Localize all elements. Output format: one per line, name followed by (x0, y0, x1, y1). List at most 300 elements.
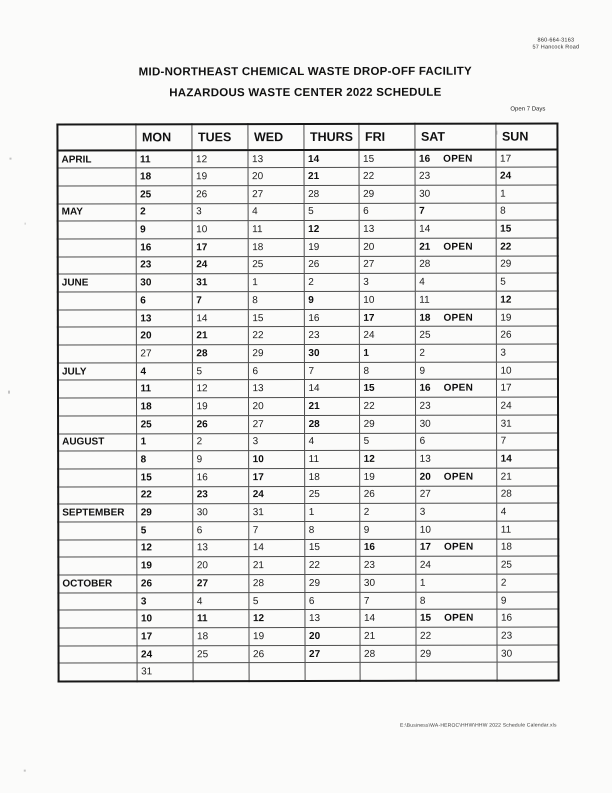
date-number: 19 (363, 471, 375, 483)
date-cell (192, 309, 248, 327)
date-number: 27 (196, 578, 209, 590)
date-cell (248, 309, 304, 327)
date-cell (304, 433, 359, 451)
date-cell-open (415, 238, 496, 256)
month-label (58, 398, 136, 416)
date-number: 30 (196, 507, 208, 519)
date-cell (136, 327, 192, 345)
date-cell (359, 167, 415, 185)
date-cell (496, 397, 558, 415)
date-cell (304, 574, 359, 592)
date-number: 29 (500, 259, 512, 271)
date-number: 20 (140, 330, 152, 342)
open-label: OPEN (444, 612, 474, 624)
date-number: 18 (252, 241, 264, 253)
date-number: 31 (141, 666, 153, 678)
date-number: 2 (196, 436, 203, 448)
date-cell (359, 574, 415, 592)
date-cell (192, 610, 248, 628)
date-number: 4 (500, 506, 507, 518)
date-cell (496, 203, 558, 221)
date-cell (415, 344, 496, 362)
schedule-row (58, 503, 558, 522)
date-cell (496, 574, 558, 592)
date-cell (358, 150, 414, 168)
date-number: 25 (197, 648, 209, 660)
date-number: 13 (251, 153, 264, 165)
date-cell (359, 415, 415, 433)
date-cell (497, 645, 559, 663)
date-cell (359, 185, 415, 203)
date-cell (305, 645, 360, 663)
month-label (58, 168, 136, 186)
month-label: AUGUST (58, 433, 136, 451)
date-cell (248, 345, 304, 363)
date-number: 4 (419, 276, 425, 288)
date-number: 26 (363, 489, 375, 501)
date-cell (192, 592, 248, 610)
date-cell (248, 451, 304, 469)
date-number: 17 (419, 542, 431, 554)
date-number: 28 (308, 418, 320, 430)
date-cell (136, 539, 192, 557)
month-label (58, 610, 136, 628)
schedule-row (58, 273, 558, 292)
date-cell (415, 326, 496, 344)
date-number: 8 (363, 365, 370, 377)
schedule-row (58, 326, 558, 345)
date-cell (304, 185, 359, 203)
date-number: 27 (363, 259, 375, 271)
month-label (58, 539, 136, 557)
schedule-row (58, 432, 558, 451)
date-number: 6 (363, 206, 369, 218)
date-cell (496, 450, 558, 468)
date-number: 5 (363, 436, 370, 448)
date-cell (135, 150, 191, 168)
date-cell (496, 167, 558, 185)
page-title (0, 61, 611, 104)
date-number: 30 (308, 347, 320, 359)
date-number: 11 (140, 383, 152, 395)
date-cell (304, 327, 359, 345)
date-number: 21 (308, 171, 320, 183)
date-number: 15 (363, 383, 375, 395)
column-header-thurs: THURS (303, 124, 358, 150)
date-cell (359, 256, 415, 274)
date-number: 23 (308, 330, 320, 342)
date-cell (192, 221, 248, 239)
date-number: 26 (500, 329, 512, 341)
date-cell (359, 238, 415, 256)
date-cell (304, 504, 359, 522)
schedule-row (58, 574, 558, 593)
date-cell (359, 380, 415, 398)
schedule-row (58, 450, 558, 469)
date-number: 7 (196, 295, 202, 307)
date-cell (192, 185, 248, 203)
date-number: 31 (252, 507, 264, 519)
date-number: 18 (419, 312, 431, 324)
month-label (58, 345, 136, 363)
date-cell (136, 380, 192, 398)
date-number: 31 (500, 418, 512, 430)
date-cell (192, 168, 248, 186)
date-cell (496, 539, 558, 557)
date-number: 29 (420, 648, 432, 660)
date-cell (359, 521, 415, 539)
month-label (58, 522, 136, 540)
date-cell (248, 486, 304, 504)
date-cell (192, 274, 248, 292)
column-header-month (57, 124, 135, 150)
date-cell (359, 627, 415, 645)
date-cell (496, 185, 558, 203)
date-cell (415, 574, 496, 592)
date-cell (192, 628, 248, 646)
date-number: 31 (196, 277, 208, 289)
date-number: 14 (196, 312, 208, 324)
date-number: 29 (363, 418, 375, 430)
date-cell (136, 504, 192, 522)
schedule-row (58, 238, 558, 257)
date-number: 28 (196, 348, 208, 360)
contact-block (533, 37, 580, 51)
date-cell (304, 380, 359, 398)
date-number: 10 (419, 524, 431, 536)
date-number: 22 (419, 630, 432, 642)
date-number: 9 (500, 595, 507, 607)
date-cell (359, 468, 415, 486)
date-number: 17 (500, 382, 512, 394)
date-number: 8 (419, 595, 426, 607)
date-number: 1 (252, 277, 258, 289)
date-cell (497, 662, 559, 680)
schedule-row (58, 556, 558, 575)
date-number: 2 (363, 506, 370, 518)
date-cell (496, 344, 558, 362)
date-cell (136, 345, 192, 363)
schedule-row (58, 609, 558, 628)
date-cell (248, 238, 304, 256)
title-line-1: MID-NORTHEAST CHEMICAL WASTE DROP-OFF FACILITY (138, 65, 472, 79)
date-cell (359, 486, 415, 504)
date-number: 6 (308, 595, 315, 607)
date-cell (496, 503, 558, 521)
month-label (59, 663, 137, 681)
date-cell (304, 398, 359, 416)
date-number: 11 (308, 454, 320, 466)
date-cell (359, 309, 415, 327)
date-number: 11 (196, 613, 208, 625)
date-cell (136, 309, 192, 327)
schedule-row (58, 468, 558, 487)
date-cell (359, 539, 415, 557)
date-number: 16 (500, 612, 513, 624)
date-cell (248, 433, 304, 451)
scan-speck (25, 223, 26, 225)
date-cell (359, 557, 415, 575)
schedule-row (58, 220, 558, 239)
date-number: 14 (500, 453, 512, 465)
date-cell (192, 433, 248, 451)
date-cell (496, 220, 558, 238)
date-number: 7 (252, 524, 259, 536)
date-number: 24 (500, 170, 512, 182)
date-number: 24 (500, 400, 512, 412)
date-cell (248, 504, 304, 522)
date-cell (415, 273, 496, 291)
date-cell (136, 292, 192, 310)
date-cell (305, 663, 360, 681)
date-cell (304, 592, 359, 610)
date-cell (136, 416, 192, 434)
month-label: APRIL (57, 150, 135, 168)
date-cell (136, 186, 192, 204)
date-number: 20 (252, 401, 264, 413)
date-number: 13 (363, 223, 375, 235)
date-number: 20 (419, 471, 431, 483)
date-number: 15 (140, 472, 152, 484)
date-number: 16 (418, 153, 431, 165)
date-cell (304, 256, 359, 274)
date-cell (136, 433, 192, 451)
date-number: 26 (253, 648, 265, 660)
date-number: 13 (308, 613, 321, 625)
date-number: 4 (196, 595, 203, 607)
date-number: 23 (500, 630, 513, 642)
date-number: 5 (500, 276, 506, 288)
date-cell (248, 168, 304, 186)
month-label (58, 380, 136, 398)
date-number: 17 (196, 241, 208, 254)
date-cell (249, 645, 305, 663)
date-number: 16 (308, 312, 320, 324)
column-header-sun: SUN (495, 123, 557, 149)
date-cell (496, 609, 558, 627)
open-label: OPEN (443, 542, 474, 554)
date-cell (304, 557, 359, 575)
date-cell (192, 203, 248, 221)
date-cell (359, 274, 415, 292)
date-cell (136, 469, 192, 487)
date-number: 3 (363, 277, 369, 289)
date-cell (192, 486, 248, 504)
date-number: 25 (252, 259, 264, 271)
date-number: 20 (252, 171, 264, 183)
schedule-body (57, 149, 558, 681)
month-label (58, 256, 136, 274)
date-number: 9 (196, 454, 203, 466)
month-label (58, 628, 136, 646)
date-cell (192, 575, 248, 593)
date-cell (415, 433, 496, 451)
date-cell-open (415, 609, 496, 627)
date-cell (192, 345, 248, 363)
date-number: 13 (419, 453, 431, 465)
date-cell (496, 556, 558, 574)
date-cell (136, 362, 192, 380)
date-cell (359, 433, 415, 451)
date-cell (136, 221, 192, 239)
date-cell (248, 521, 304, 539)
date-number: 25 (419, 329, 431, 341)
date-number: 30 (501, 648, 513, 660)
date-cell (304, 238, 359, 256)
date-number: 9 (363, 524, 370, 536)
month-label (58, 486, 136, 504)
date-cell (496, 309, 558, 327)
date-cell (415, 203, 496, 221)
date-number: 19 (196, 171, 208, 183)
date-number: 30 (140, 277, 152, 289)
date-number: 15 (419, 612, 432, 624)
date-cell (136, 398, 192, 416)
date-number: 28 (252, 577, 265, 589)
date-number: 1 (363, 347, 369, 359)
open-days-note: Open 7 Days (510, 106, 546, 113)
month-label (58, 593, 136, 611)
date-cell (304, 610, 359, 628)
date-number: 3 (196, 206, 202, 218)
date-cell (248, 398, 304, 416)
date-number: 9 (308, 294, 314, 306)
date-cell (192, 239, 248, 257)
date-number: 1 (140, 436, 147, 448)
date-cell (496, 238, 558, 256)
date-number: 19 (196, 401, 208, 413)
date-cell (415, 256, 496, 274)
date-number: 16 (363, 542, 375, 554)
date-number: 15 (500, 223, 512, 235)
date-number: 18 (308, 471, 320, 483)
column-header-tues: TUES (191, 124, 247, 150)
date-cell (248, 221, 304, 239)
date-cell (304, 274, 359, 292)
date-number: 3 (140, 595, 147, 607)
date-number: 17 (363, 312, 375, 324)
footer-file-path: E:\Business\WA-HEROC\HHW\HHW 2022 Schedule Calendar.xls (399, 722, 557, 729)
date-cell (496, 379, 558, 397)
date-cell (415, 291, 496, 309)
date-number: 23 (363, 560, 375, 572)
date-cell (136, 592, 192, 610)
date-number: 19 (308, 241, 320, 253)
date-number: 5 (140, 525, 147, 537)
date-number: 1 (500, 188, 506, 200)
schedule-row (59, 662, 559, 681)
date-cell (304, 486, 359, 504)
schedule-row (58, 185, 558, 204)
month-label (59, 646, 137, 664)
date-cell (496, 291, 558, 309)
date-number: 14 (252, 542, 264, 554)
date-cell (136, 486, 192, 504)
date-cell (192, 522, 248, 540)
date-cell (496, 486, 558, 504)
schedule-row (58, 256, 558, 275)
date-cell (136, 451, 192, 469)
date-cell (192, 256, 248, 274)
date-cell (304, 468, 359, 486)
date-cell (248, 539, 304, 557)
date-cell (496, 256, 558, 274)
date-number: 24 (141, 648, 153, 660)
date-cell-open (414, 150, 495, 168)
date-number: 9 (140, 224, 146, 236)
date-cell (192, 380, 248, 398)
date-number: 25 (308, 489, 320, 501)
date-number: 22 (140, 489, 152, 501)
date-number: 7 (419, 206, 425, 218)
date-number: 20 (196, 560, 208, 572)
month-label (58, 327, 136, 345)
date-cell (415, 627, 496, 645)
date-number: 21 (308, 400, 320, 412)
date-cell (359, 291, 415, 309)
date-number: 22 (363, 400, 375, 412)
date-number: 12 (195, 153, 208, 165)
date-number: 12 (363, 453, 375, 465)
scan-speck (495, 131, 497, 135)
date-number: 16 (419, 383, 431, 395)
open-label: OPEN (443, 382, 474, 394)
date-cell (192, 415, 248, 433)
date-cell-open (415, 539, 496, 557)
date-cell (415, 592, 496, 610)
date-number: 23 (196, 489, 208, 501)
date-number: 21 (363, 630, 376, 642)
date-cell (415, 503, 496, 521)
date-number: 8 (252, 294, 258, 306)
date-number: 17 (252, 471, 264, 483)
date-number: 19 (252, 630, 265, 643)
date-number: 12 (196, 383, 208, 395)
date-cell (359, 592, 415, 610)
date-number: 18 (140, 171, 152, 183)
date-number: 22 (500, 241, 512, 253)
date-number: 3 (500, 347, 506, 359)
month-label (58, 451, 136, 469)
date-cell (415, 415, 496, 433)
date-cell (415, 397, 496, 415)
date-cell (192, 468, 248, 486)
date-cell (496, 273, 558, 291)
date-cell (496, 468, 558, 486)
date-number: 28 (500, 488, 512, 500)
column-header-sat: SAT (414, 124, 495, 150)
date-cell (248, 575, 304, 593)
date-number: 24 (363, 330, 375, 342)
date-number: 7 (308, 365, 315, 377)
date-number: 4 (140, 365, 147, 377)
date-cell (415, 185, 496, 203)
date-number: 19 (500, 312, 512, 324)
date-cell (304, 539, 359, 557)
date-number: 22 (363, 170, 375, 182)
date-number: 13 (140, 312, 152, 324)
date-cell (303, 150, 358, 168)
date-cell (304, 168, 359, 186)
month-label (58, 310, 136, 328)
date-cell (304, 203, 359, 221)
date-number: 20 (308, 630, 321, 642)
date-cell (248, 256, 304, 274)
date-cell (136, 274, 192, 292)
date-cell (415, 220, 496, 238)
date-cell (416, 645, 497, 663)
date-number: 3 (419, 506, 426, 518)
